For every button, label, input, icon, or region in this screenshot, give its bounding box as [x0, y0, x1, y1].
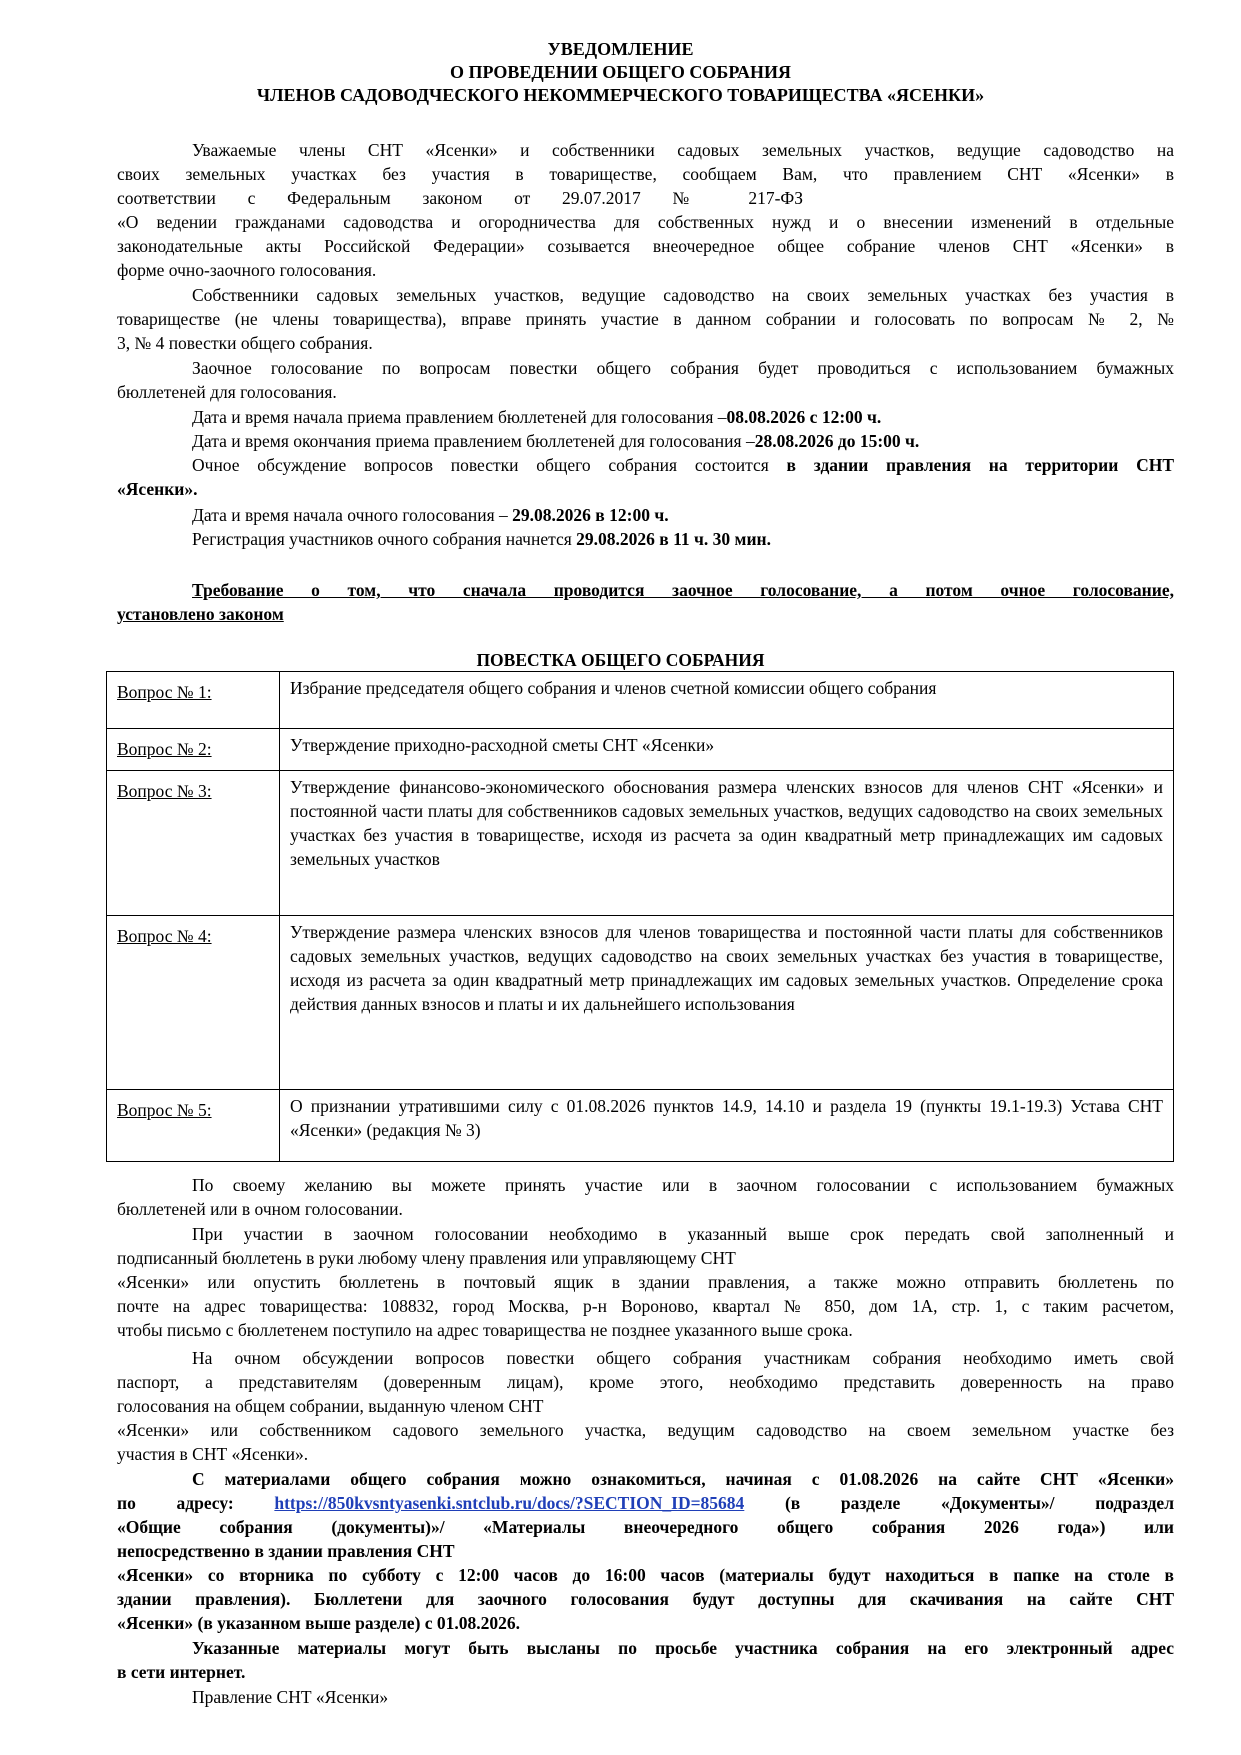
agenda-row: [107, 1090, 1174, 1162]
mail-line: почте на адрес товарищества: 108832, город Москва, р-н Вороново, квартал № 850, дом 1А, стр. 1, с таким расчетом,: [117, 1296, 1174, 1316]
registration-value: 29.08.2026 в 11 ч. 30 мин.: [576, 529, 771, 549]
absentee-line: Заочное голосование по вопросам повестки общего собрания будет проводиться с использованием бумажных: [192, 358, 1174, 378]
email-line: Указанные материалы могут быть высланы по просьбе участника собрания на его электронный адрес: [192, 1638, 1174, 1658]
agenda-row: [107, 729, 1174, 771]
meeting-place-line: [192, 453, 1174, 477]
passport-line: «Ясенки» или собственником садового земельного участка, ведущим садоводство на своем земельном участке без: [117, 1420, 1174, 1440]
agenda-question-label: Вопрос № 4:: [107, 916, 280, 1090]
meeting-place-value: в здании правления на территории СНТ: [786, 455, 1174, 475]
materials-line: «Ясенки» (в указанном выше разделе) с 01.08.2026.: [117, 1613, 521, 1633]
materials-line: непосредственно в здании правления СНТ: [117, 1541, 455, 1561]
agenda-row: [107, 771, 1174, 916]
owners-line: 3, № 4 повестки общего собрания.: [117, 333, 373, 353]
registration-line: [192, 527, 771, 551]
signature: Правление СНТ «Ясенки»: [192, 1687, 389, 1707]
agenda-question-label: Вопрос № 3:: [107, 771, 280, 916]
agenda-question-text: Утверждение приходно-расходной сметы СНТ «Ясенки»: [280, 729, 1174, 771]
agenda-question-label: Вопрос № 2:: [107, 729, 280, 771]
agenda-table: [106, 671, 1174, 1162]
owners-line: товариществе (не члены товарищества), вправе принять участие в данном собрании и голосовать по вопросам № 2, №: [117, 309, 1174, 329]
agenda-row: [107, 672, 1174, 729]
materials-address-line: [117, 1491, 1174, 1515]
passport-line: участия в СНТ «Ясенки».: [117, 1444, 309, 1464]
intro-line: Уважаемые члены СНТ «Ясенки» и собственники садовых земельных участков, ведущие садоводство на: [192, 140, 1174, 160]
ballot-end-text: Дата и время окончания приема правлением бюллетеней для голосования –: [192, 431, 755, 451]
agenda-question-text: Утверждение размера членских взносов для членов товарищества и постоянной части платы для собственников садовых земельных участков, ведущих садоводство на своих земельных участках без участия в товариществе, исходя из расчета за один квадратный метр принадлежащих им садовых земельных участков. Определение срока действия данных взносов и платы и их дальнейшего использования: [280, 916, 1174, 1090]
materials-link[interactable]: https://850kvsntyasenki.sntclub.ru/docs/?SECTION_ID=85684: [274, 1493, 745, 1513]
mail-line: чтобы письмо с бюллетенем поступило на адрес товарищества не позднее указанного выше срока.: [117, 1320, 853, 1340]
in-person-vote-value: 29.08.2026 в 12:00 ч.: [512, 505, 669, 525]
mail-line: подписанный бюллетень в руки любому члену правления или управляющему СНТ: [117, 1248, 736, 1268]
passport-line: голосования на общем собрании, выданную членом СНТ: [117, 1396, 544, 1416]
title-line-3: ЧЛЕНОВ САДОВОДЧЕСКОГО НЕКОММЕРЧЕСКОГО ТОВАРИЩЕСТВА «ЯСЕНКИ»: [256, 85, 985, 105]
materials-line: «Ясенки» со вторника по субботу с 12:00 часов до 16:00 часов (материалы будут находиться в папке на столе в: [117, 1565, 1174, 1585]
meeting-place-value-cont: «Ясенки».: [117, 479, 198, 499]
passport-line: паспорт, а представителям (доверенным лицам), кроме этого, необходимо представить доверенность на право: [117, 1372, 1174, 1392]
meeting-place-text: Очное обсуждение вопросов повестки общего собрания состоится: [192, 455, 787, 475]
agenda-question-text: Утверждение финансово-экономического обоснования размера членских взносов для членов СНТ «Ясенки» и постоянной части платы для собственников садовых земельных участков, ведущих садоводство на своих земельных участках без участия в товариществе, исходя из расчета за один квадратный метр принадлежащих им садовых земельных участков: [280, 771, 1174, 916]
agenda-heading: ПОВЕСТКА ОБЩЕГО СОБРАНИЯ: [476, 650, 765, 670]
intro-line: форме очно-заочного голосования.: [117, 260, 377, 280]
requirement-line: Требование о том, что сначала проводится заочное голосование, а потом очное голосование,: [192, 580, 1174, 600]
materials-line: здании правления). Бюллетени для заочного голосования будут доступны для скачивания на сайте СНТ: [117, 1589, 1174, 1609]
agenda-question-label: Вопрос № 5:: [107, 1090, 280, 1162]
materials-section: (в разделе «Документы»/ подраздел: [784, 1493, 1175, 1513]
ballot-start-line: [192, 405, 881, 429]
materials-line: «Общие собрания (документы)»/ «Материалы внеочередного общего собрания 2026 года») или: [117, 1517, 1174, 1537]
agenda-question-text: О признании утратившими силу с 01.08.2026 пунктов 14.9, 14.10 и раздела 19 (пункты 19.1-19.3) Устава СНТ «Ясенки» (редакция № 3): [280, 1090, 1174, 1162]
intro-line: соответствии с Федеральным законом от 29.07.2017 № 217-ФЗ: [117, 188, 803, 208]
mail-line: При участии в заочном голосовании необходимо в указанный выше срок передать свой заполненный и: [192, 1224, 1174, 1244]
intro-line: своих земельных участках без участия в товариществе, сообщаем Вам, что правлением СНТ «Ясенки» в: [117, 164, 1174, 184]
agenda-question-label: Вопрос № 1:: [107, 672, 280, 729]
title-line-1: УВЕДОМЛЕНИЕ: [547, 39, 694, 59]
ballot-end-line: [192, 429, 919, 453]
materials-line: С материалами общего собрания можно ознакомиться, начиная с 01.08.2026 на сайте СНТ «Ясенки»: [192, 1469, 1174, 1489]
mail-line: «Ясенки» или опустить бюллетень в почтовый ящик в здании правления, а также можно отправить бюллетень по: [117, 1272, 1174, 1292]
materials-address-label: по адресу:: [117, 1493, 234, 1513]
intro-line: «О ведении гражданами садоводства и огородничества для собственных нужд и о внесении изменений в отдельные: [117, 212, 1174, 232]
absentee-line: бюллетеней для голосования.: [117, 382, 337, 402]
intro-line: законодательные акты Российской Федерации» созывается внеочередное общее собрание членов СНТ «Ясенки» в: [117, 236, 1174, 256]
title-line-2: О ПРОВЕДЕНИИ ОБЩЕГО СОБРАНИЯ: [449, 62, 792, 82]
in-person-vote-line: [192, 503, 669, 527]
agenda-row: [107, 916, 1174, 1090]
ballot-start-text: Дата и время начала приема правлением бюллетеней для голосования –: [192, 407, 727, 427]
ballot-end-value: 28.08.2026 до 15:00 ч.: [754, 431, 920, 451]
requirement-line: установлено законом: [117, 604, 284, 624]
ballot-start-value: 08.08.2026 с 12:00 ч.: [726, 407, 882, 427]
choice-line: По своему желанию вы можете принять участие или в заочном голосовании с использованием бумажных: [192, 1175, 1174, 1195]
email-line: в сети интернет.: [117, 1662, 246, 1682]
agenda-question-text: Избрание председателя общего собрания и членов счетной комиссии общего собрания: [280, 672, 1174, 729]
in-person-vote-text: Дата и время начала очного голосования –: [192, 505, 513, 525]
choice-line: бюллетеней или в очном голосовании.: [117, 1199, 403, 1219]
owners-line: Собственники садовых земельных участков, ведущие садоводство на своих земельных участках без участия в: [192, 285, 1174, 305]
passport-line: На очном обсуждении вопросов повестки общего собрания участникам собрания необходимо иметь свой: [192, 1348, 1174, 1368]
registration-text: Регистрация участников очного собрания начнется: [192, 529, 577, 549]
